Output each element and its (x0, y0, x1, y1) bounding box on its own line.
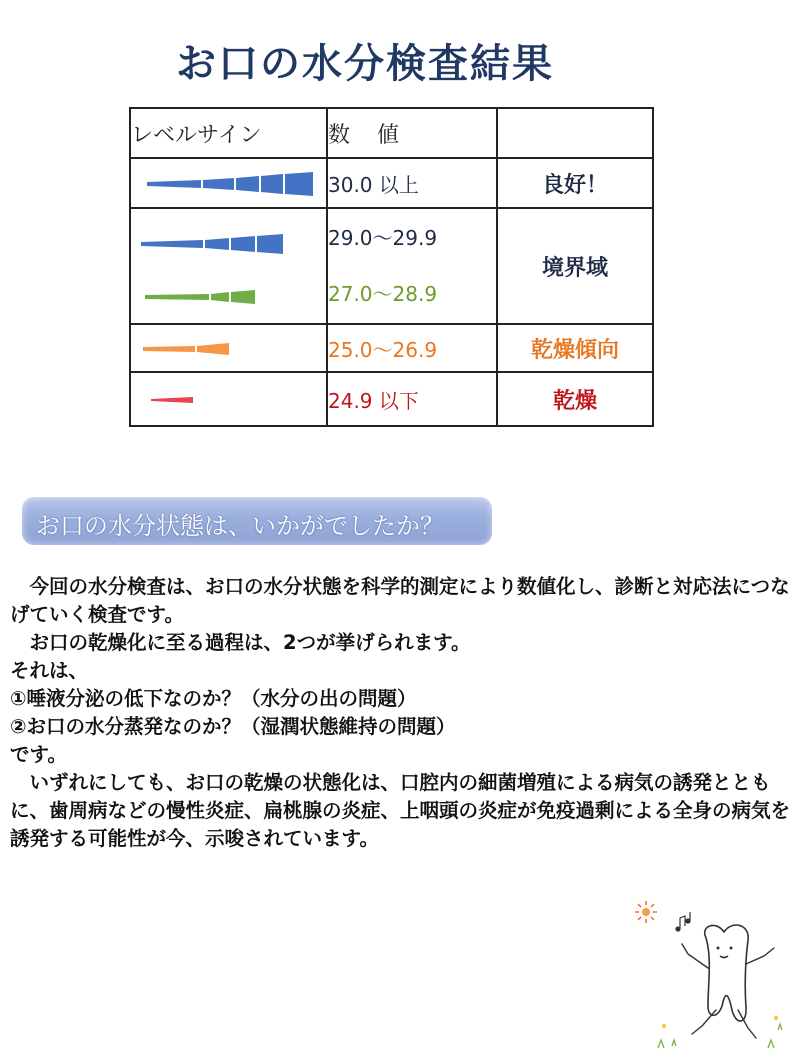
level-sign-2 (131, 325, 326, 373)
flower-dot (662, 1024, 666, 1028)
level-sign-cell (130, 372, 327, 426)
table-header-row (130, 108, 653, 158)
level-sign-5 (131, 159, 326, 209)
table-row-borderline (130, 208, 653, 324)
header-value: 数 値 (327, 108, 497, 158)
level-sign-cell (130, 158, 327, 208)
paragraph: ①唾液分泌の低下なのか？（水分の出の問題） (10, 687, 417, 710)
level-sign-cell (130, 324, 327, 372)
tooth-icon (705, 925, 748, 1021)
status-good: 良好！ (497, 158, 653, 208)
tooth-mascot-illustration (628, 898, 788, 1058)
wedge (151, 397, 193, 403)
paragraph: ②お口の水分蒸発なのか？（湿潤状態維持の問題） (10, 715, 456, 738)
wedge-group (141, 234, 283, 254)
page-title: お口の水分検査結果 (176, 41, 554, 87)
header-blank (497, 108, 653, 158)
status-dry: 乾燥 (497, 372, 653, 426)
banner-text: お口の水分状態は、いかがでしたか？ (36, 512, 444, 540)
paragraph: お口の乾燥化に至る過程は、2つが挙げられます。 (10, 631, 471, 654)
music-note-icon (676, 912, 690, 931)
header-level-sign: レベルサイン (130, 108, 327, 158)
value-range: 27.0〜28.9 (328, 282, 438, 306)
wedge-group (143, 343, 229, 355)
level-sign-1 (131, 373, 326, 427)
value-cell (327, 208, 497, 324)
grass-decoration (658, 1024, 782, 1048)
sun-icon (635, 901, 657, 923)
paragraph: です。 (10, 743, 67, 766)
section-banner (22, 497, 492, 545)
table-row-good (130, 158, 653, 208)
flower-dot (774, 1016, 778, 1020)
paragraph: 今回の水分検査は、お口の水分状態を科学的測定により数値化し、診断と対応法につなげていく検査です。 (10, 575, 790, 626)
table-row-dry-tendency (130, 324, 653, 372)
status-borderline: 境界域 (497, 208, 653, 324)
value-cell: 25.0〜26.9 (327, 324, 497, 372)
level-sign-4-3 (131, 209, 326, 325)
value-cell: 24.9 以下 (327, 372, 497, 426)
value-cell: 30.0 以上 (327, 158, 497, 208)
value-range: 29.0〜29.9 (328, 226, 438, 250)
level-sign-cell (130, 208, 327, 324)
wedge-group (147, 172, 313, 196)
paragraph: それは、 (10, 659, 89, 682)
status-dry-tendency: 乾燥傾向 (497, 324, 653, 372)
body-text (10, 573, 795, 853)
wedge-group (145, 290, 255, 304)
table-row-dry (130, 372, 653, 426)
paragraph: いずれにしても、お口の乾燥の状態化は、口腔内の細菌増殖による病気の誘発とともに、歯周病などの慢性炎症、扁桃腺の炎症、上咽頭の炎症が免疫過剰による全身の病気を誘発する可能性が今、示唆されています。 (10, 771, 791, 850)
level-table (129, 107, 654, 427)
